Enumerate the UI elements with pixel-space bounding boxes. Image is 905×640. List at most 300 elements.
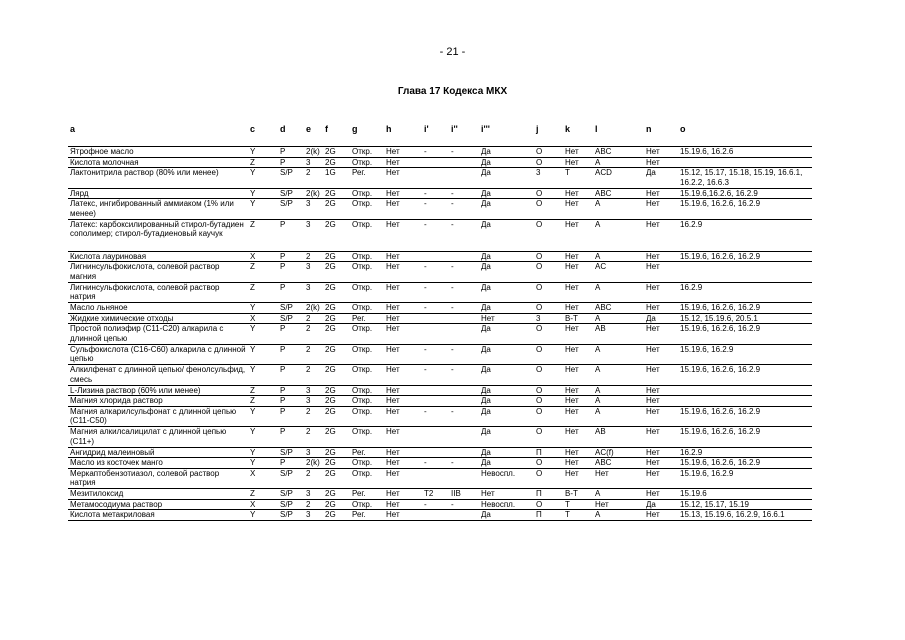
cell-c: Y bbox=[250, 458, 256, 467]
cell-c: X bbox=[250, 468, 256, 478]
cell-l: Нет bbox=[595, 468, 609, 478]
cell-i1: - bbox=[424, 147, 427, 156]
cell-g: Откр. bbox=[352, 303, 373, 312]
cell-c: X bbox=[250, 251, 256, 261]
cell-e: 2(k) bbox=[306, 188, 320, 198]
cell-a: Лигнинсульфокислота, солевой раствор натрия bbox=[70, 282, 220, 301]
cell-h: Нет bbox=[386, 262, 400, 271]
cell-i2: - bbox=[451, 365, 454, 374]
cell-i1: - bbox=[424, 188, 427, 198]
cell-d: P bbox=[280, 458, 286, 467]
cell-e: 2 bbox=[306, 499, 311, 509]
column-header-o: o bbox=[680, 124, 686, 134]
cell-n: Нет bbox=[646, 188, 660, 198]
cell-o: 15.19.6, 16.2.6, 16.2.9 bbox=[680, 458, 761, 467]
cell-o: 15.19.6 bbox=[680, 489, 707, 498]
cell-k: Нет bbox=[565, 188, 579, 198]
cell-h: Нет bbox=[386, 468, 400, 478]
cell-e: 2 bbox=[306, 365, 311, 374]
cell-d: S/P bbox=[280, 447, 293, 457]
cell-g: Откр. bbox=[352, 282, 373, 292]
cell-f: 2G bbox=[325, 147, 336, 156]
cell-e: 2 bbox=[306, 344, 311, 354]
table-row bbox=[68, 220, 812, 252]
cell-k: B-T bbox=[565, 313, 578, 323]
cell-i1: - bbox=[424, 365, 427, 374]
cell-n: Нет bbox=[646, 251, 660, 261]
cell-c: Z bbox=[250, 282, 255, 292]
cell-e: 3 bbox=[306, 447, 311, 457]
column-header-g: g bbox=[352, 124, 358, 134]
cell-c: Z bbox=[250, 396, 255, 405]
cell-g: Откр. bbox=[352, 157, 373, 167]
cell-h: Нет bbox=[386, 188, 400, 198]
cell-n: Нет bbox=[646, 510, 660, 519]
cell-k: Нет bbox=[565, 344, 579, 354]
cell-l: AC(f) bbox=[595, 447, 614, 457]
cell-k: T bbox=[565, 499, 570, 509]
cell-e: 3 bbox=[306, 262, 311, 271]
cell-f: 2G bbox=[325, 406, 336, 416]
cell-d: S/P bbox=[280, 168, 293, 177]
cell-h: Нет bbox=[386, 324, 400, 333]
cell-h: Нет bbox=[386, 489, 400, 498]
cell-f: 1G bbox=[325, 168, 336, 177]
cell-h: Нет bbox=[386, 447, 400, 457]
cell-a: Алкилфенат с длинной цепью/ фенолсульфид, смесь bbox=[70, 365, 246, 384]
cell-j: O bbox=[536, 324, 543, 333]
cell-k: Нет bbox=[565, 385, 579, 395]
cell-f: 2G bbox=[325, 303, 336, 312]
cell-c: Y bbox=[250, 447, 256, 457]
cell-f: 2G bbox=[325, 219, 336, 229]
cell-a: Кислота молочная bbox=[70, 157, 139, 167]
cell-i3: Да bbox=[481, 303, 491, 312]
cell-c: Y bbox=[250, 199, 256, 208]
cell-i2: - bbox=[451, 199, 454, 208]
cell-l: ABC bbox=[595, 303, 612, 312]
cell-c: Z bbox=[250, 489, 255, 498]
cell-g: Рег. bbox=[352, 168, 366, 177]
cell-k: Нет bbox=[565, 219, 579, 229]
column-header-f: f bbox=[325, 124, 328, 134]
cell-j: O bbox=[536, 458, 543, 467]
cell-l: A bbox=[595, 157, 601, 167]
cell-d: P bbox=[280, 344, 286, 354]
cell-a: Магния хлорида раствор bbox=[70, 396, 163, 405]
cell-n: Да bbox=[646, 168, 656, 177]
cell-k: Нет bbox=[565, 427, 579, 436]
cell-h: Нет bbox=[386, 251, 400, 261]
cell-h: Нет bbox=[386, 510, 400, 519]
cell-f: 2G bbox=[325, 489, 336, 498]
cell-l: A bbox=[595, 489, 601, 498]
cell-a: Кислота метакриловая bbox=[70, 510, 155, 519]
cell-i2: - bbox=[451, 344, 454, 354]
cell-j: П bbox=[536, 447, 542, 457]
cell-a: Масло из косточек манго bbox=[70, 458, 163, 467]
column-header-i2: i'' bbox=[451, 124, 458, 134]
cell-i3: Да bbox=[481, 427, 491, 436]
cell-h: Нет bbox=[386, 282, 400, 292]
cell-g: Откр. bbox=[352, 499, 373, 509]
cell-i3: Да bbox=[481, 147, 491, 156]
cell-j: O bbox=[536, 365, 543, 374]
cell-j: O bbox=[536, 199, 543, 208]
cell-k: Нет bbox=[565, 251, 579, 261]
table-row bbox=[68, 427, 812, 448]
cell-e: 3 bbox=[306, 385, 311, 395]
cell-d: P bbox=[280, 251, 286, 261]
column-header-k: k bbox=[565, 124, 571, 134]
cell-l: AB bbox=[595, 324, 606, 333]
cell-k: T bbox=[565, 510, 570, 519]
cell-j: O bbox=[536, 396, 543, 405]
column-header-i3: i''' bbox=[481, 124, 490, 134]
cell-c: Z bbox=[250, 157, 255, 167]
cell-i3: Да bbox=[481, 168, 491, 177]
cell-k: Нет bbox=[565, 468, 579, 478]
cell-i3: Да bbox=[481, 385, 491, 395]
cell-g: Рег. bbox=[352, 447, 366, 457]
cell-h: Нет bbox=[386, 157, 400, 167]
cell-i3: Да bbox=[481, 447, 491, 457]
cell-f: 2G bbox=[325, 499, 336, 509]
table-row bbox=[68, 489, 812, 500]
cell-j: O bbox=[536, 468, 543, 478]
cell-e: 2(k) bbox=[306, 303, 320, 312]
cell-l: A bbox=[595, 396, 601, 405]
cell-a: L-Лизина раствор (60% или менее) bbox=[70, 385, 201, 395]
cell-i3: Да bbox=[481, 344, 491, 354]
cell-k: T bbox=[565, 168, 570, 177]
cell-i3: Да bbox=[481, 199, 491, 208]
cell-a: Лярд bbox=[70, 188, 89, 198]
cell-j: O bbox=[536, 282, 543, 292]
cell-l: A bbox=[595, 365, 601, 374]
cell-a: Латекс, ингибированный аммиаком (1% или менее) bbox=[70, 199, 234, 218]
cell-n: Нет bbox=[646, 385, 660, 395]
cell-l: A bbox=[595, 344, 601, 354]
column-header-d: d bbox=[280, 124, 286, 134]
cell-n: Да bbox=[646, 499, 656, 509]
column-header-e: e bbox=[306, 124, 312, 134]
cell-a: Кислота лауриновая bbox=[70, 251, 147, 261]
cell-l: A bbox=[595, 219, 601, 229]
cell-i1: - bbox=[424, 458, 427, 467]
cell-k: Нет bbox=[565, 447, 579, 457]
table-row bbox=[68, 396, 812, 407]
cell-g: Откр. bbox=[352, 385, 373, 395]
table-row bbox=[68, 314, 812, 325]
cell-l: A bbox=[595, 385, 601, 395]
table-row bbox=[68, 458, 812, 469]
cell-h: Нет bbox=[386, 344, 400, 354]
cell-i2: - bbox=[451, 147, 454, 156]
cell-j: O bbox=[536, 219, 543, 229]
cell-o: 15.19.6, 16.2.6, 16.2.9 bbox=[680, 427, 761, 436]
cell-g: Рег. bbox=[352, 489, 366, 498]
cell-o: 16.2.9 bbox=[680, 447, 703, 457]
cell-d: S/P bbox=[280, 510, 293, 519]
column-header-a: a bbox=[70, 124, 76, 134]
table-row bbox=[68, 448, 812, 459]
cell-a: Меркаптобензотиазол, солевой раствор натрия bbox=[70, 468, 220, 487]
cell-d: P bbox=[280, 324, 286, 333]
cell-l: AC bbox=[595, 262, 607, 271]
cell-o: 15.19.6,16.2.6, 16.2.9 bbox=[680, 188, 758, 198]
cell-e: 3 bbox=[306, 510, 311, 519]
cell-i3: Да bbox=[481, 365, 491, 374]
cell-a: Магния алкарилсульфонат с длинной цепью (C11-C50) bbox=[70, 406, 237, 425]
cell-c: Z bbox=[250, 385, 255, 395]
cell-e: 3 bbox=[306, 489, 311, 498]
cell-c: Y bbox=[250, 365, 256, 374]
cell-i3: Да bbox=[481, 157, 491, 167]
cell-l: A bbox=[595, 199, 601, 208]
cell-o: 15.19.6, 16.2.6, 16.2.9 bbox=[680, 199, 761, 208]
table-row bbox=[68, 324, 812, 345]
cell-o: 15.19.6, 16.2.6, 16.2.9 bbox=[680, 303, 761, 312]
cell-e: 3 bbox=[306, 219, 311, 229]
cell-d: P bbox=[280, 365, 286, 374]
page-number: - 21 - bbox=[439, 46, 466, 58]
table-row bbox=[68, 147, 812, 158]
cell-j: 3 bbox=[536, 168, 541, 177]
cell-c: X bbox=[250, 313, 256, 323]
cell-o: 15.12, 15.19.6, 20.5.1 bbox=[680, 313, 758, 323]
cell-i1: - bbox=[424, 303, 427, 312]
cell-c: Y bbox=[250, 427, 256, 436]
cell-o: 15.19.6, 16.2.6, 16.2.9 bbox=[680, 406, 761, 416]
cell-o: 15.19.6, 16.2.6, 16.2.9 bbox=[680, 324, 761, 333]
cell-n: Нет bbox=[646, 468, 660, 478]
cell-n: Нет bbox=[646, 324, 660, 333]
cell-c: Y bbox=[250, 303, 256, 312]
cell-e: 3 bbox=[306, 199, 311, 208]
cell-g: Откр. bbox=[352, 344, 373, 354]
cell-d: P bbox=[280, 282, 286, 292]
cell-i1: - bbox=[424, 344, 427, 354]
cell-f: 2G bbox=[325, 458, 336, 467]
cell-n: Нет bbox=[646, 489, 660, 498]
cell-i3: Да bbox=[481, 282, 491, 292]
cell-h: Нет bbox=[386, 199, 400, 208]
column-header-i1: i' bbox=[424, 124, 429, 134]
cell-n: Нет bbox=[646, 303, 660, 312]
cell-g: Рег. bbox=[352, 510, 366, 519]
cell-i3: Да bbox=[481, 458, 491, 467]
cell-k: Нет bbox=[565, 199, 579, 208]
cell-i3: Да bbox=[481, 262, 491, 271]
cell-e: 2 bbox=[306, 324, 311, 333]
cell-a: Масло льняное bbox=[70, 303, 128, 312]
cell-f: 2G bbox=[325, 188, 336, 198]
cell-d: S/P bbox=[280, 489, 293, 498]
cell-i2: - bbox=[451, 262, 454, 271]
cell-o: 15.19.6, 16.2.6, 16.2.9 bbox=[680, 251, 761, 261]
cell-f: 2G bbox=[325, 157, 336, 167]
cell-f: 2G bbox=[325, 385, 336, 395]
cell-j: O bbox=[536, 499, 543, 509]
cell-d: S/P bbox=[280, 188, 293, 198]
cell-o: 15.19.6, 16.2.9 bbox=[680, 344, 734, 354]
cell-g: Рег. bbox=[352, 313, 366, 323]
table-row bbox=[68, 510, 812, 521]
cell-i2: - bbox=[451, 458, 454, 467]
cell-a: Метамосодиума раствор bbox=[70, 499, 163, 509]
cell-h: Нет bbox=[386, 427, 400, 436]
cell-f: 2G bbox=[325, 262, 336, 271]
cell-i3: Невоспл. bbox=[481, 468, 516, 478]
cell-e: 2 bbox=[306, 406, 311, 416]
table-row bbox=[68, 407, 812, 428]
cell-f: 2G bbox=[325, 468, 336, 478]
cell-g: Откр. bbox=[352, 458, 373, 467]
cell-g: Откр. bbox=[352, 365, 373, 374]
cell-n: Нет bbox=[646, 447, 660, 457]
cell-l: ABC bbox=[595, 147, 612, 156]
cell-j: O bbox=[536, 262, 543, 271]
cell-g: Откр. bbox=[352, 396, 373, 405]
cell-c: Y bbox=[250, 147, 256, 156]
cell-i2: - bbox=[451, 282, 454, 292]
cell-h: Нет bbox=[386, 147, 400, 156]
cell-i1: T2 bbox=[424, 489, 434, 498]
table-row bbox=[68, 283, 812, 304]
cell-n: Нет bbox=[646, 157, 660, 167]
cell-f: 2G bbox=[325, 365, 336, 374]
cell-k: Нет bbox=[565, 458, 579, 467]
cell-o: 16.2.9 bbox=[680, 282, 703, 292]
cell-f: 2G bbox=[325, 199, 336, 208]
cell-i1: - bbox=[424, 219, 427, 229]
cell-o: 15.19.6, 16.2.6 bbox=[680, 147, 734, 156]
cell-k: B-T bbox=[565, 489, 578, 498]
cell-l: A bbox=[595, 406, 601, 416]
table-row bbox=[68, 168, 812, 189]
cell-k: Нет bbox=[565, 262, 579, 271]
cell-n: Нет bbox=[646, 344, 660, 354]
cell-l: A bbox=[595, 282, 601, 292]
cell-j: O bbox=[536, 157, 543, 167]
cell-f: 2G bbox=[325, 251, 336, 261]
cell-l: A bbox=[595, 313, 601, 323]
cell-d: S/P bbox=[280, 303, 293, 312]
cell-d: P bbox=[280, 147, 286, 156]
cell-l: ACD bbox=[595, 168, 612, 177]
cell-n: Да bbox=[646, 313, 656, 323]
cell-h: Нет bbox=[386, 458, 400, 467]
table-row bbox=[68, 365, 812, 386]
column-header-l: l bbox=[595, 124, 598, 134]
cell-c: X bbox=[250, 499, 256, 509]
cell-a: Ятрофное масло bbox=[70, 147, 134, 156]
cell-c: Y bbox=[250, 188, 256, 198]
cell-j: П bbox=[536, 489, 542, 498]
cell-c: Z bbox=[250, 262, 255, 271]
cell-j: O bbox=[536, 344, 543, 354]
cell-c: Y bbox=[250, 510, 256, 519]
cell-k: Нет bbox=[565, 282, 579, 292]
cell-n: Нет bbox=[646, 147, 660, 156]
cell-c: Y bbox=[250, 406, 256, 416]
cell-g: Откр. bbox=[352, 251, 373, 261]
cell-i2: - bbox=[451, 219, 454, 229]
cell-n: Нет bbox=[646, 199, 660, 208]
cell-l: ABC bbox=[595, 458, 612, 467]
cell-o: 16.2.9 bbox=[680, 219, 703, 229]
column-header-j: j bbox=[536, 124, 539, 134]
cell-n: Нет bbox=[646, 219, 660, 229]
cell-g: Откр. bbox=[352, 219, 373, 229]
cell-a: Лигнинсульфокислота, солевой раствор магния bbox=[70, 262, 220, 281]
cell-j: O bbox=[536, 385, 543, 395]
cell-c: Y bbox=[250, 168, 256, 177]
cell-f: 2G bbox=[325, 313, 336, 323]
cell-h: Нет bbox=[386, 313, 400, 323]
cell-f: 2G bbox=[325, 427, 336, 436]
cell-c: Y bbox=[250, 344, 256, 354]
cell-k: Нет bbox=[565, 324, 579, 333]
cell-j: O bbox=[536, 188, 543, 198]
cell-j: П bbox=[536, 510, 542, 519]
cell-g: Откр. bbox=[352, 427, 373, 436]
cell-i3: Да bbox=[481, 188, 491, 198]
cell-l: A bbox=[595, 251, 601, 261]
cell-a: Простой полиэфир (C11-C20) алкарила с длинной цепью bbox=[70, 324, 224, 343]
table-row bbox=[68, 303, 812, 314]
cell-i2: - bbox=[451, 188, 454, 198]
cell-i1: - bbox=[424, 199, 427, 208]
cell-g: Откр. bbox=[352, 147, 373, 156]
cell-d: P bbox=[280, 219, 286, 229]
cell-g: Откр. bbox=[352, 406, 373, 416]
table-row bbox=[68, 500, 812, 511]
cell-d: P bbox=[280, 262, 286, 271]
cell-n: Нет bbox=[646, 262, 660, 271]
cell-i3: Да bbox=[481, 251, 491, 261]
chapter-title: Глава 17 Кодекса МКХ bbox=[397, 86, 508, 97]
cell-k: Нет bbox=[565, 406, 579, 416]
cell-f: 2G bbox=[325, 344, 336, 354]
cell-h: Нет bbox=[386, 406, 400, 416]
cell-e: 2(k) bbox=[306, 458, 320, 467]
cell-d: P bbox=[280, 157, 286, 167]
cell-k: Нет bbox=[565, 157, 579, 167]
cell-k: Нет bbox=[565, 147, 579, 156]
table-row bbox=[68, 345, 812, 366]
cell-g: Откр. bbox=[352, 262, 373, 271]
cell-d: P bbox=[280, 385, 286, 395]
cell-o: 15.19.6, 16.2.6, 16.2.9 bbox=[680, 365, 761, 374]
column-header-c: c bbox=[250, 124, 256, 134]
cell-a: Лактонитрила раствор (80% или менее) bbox=[70, 168, 219, 177]
cell-h: Нет bbox=[386, 385, 400, 395]
cell-n: Нет bbox=[646, 282, 660, 292]
cell-j: O bbox=[536, 303, 543, 312]
cell-d: S/P bbox=[280, 199, 293, 208]
cell-e: 2 bbox=[306, 313, 311, 323]
cell-f: 2G bbox=[325, 282, 336, 292]
cell-n: Нет bbox=[646, 396, 660, 405]
cell-i3: Да bbox=[481, 406, 491, 416]
cell-e: 2 bbox=[306, 251, 311, 261]
cell-i1: - bbox=[424, 262, 427, 271]
cell-g: Откр. bbox=[352, 324, 373, 333]
substance-table bbox=[68, 147, 812, 521]
cell-i2: - bbox=[451, 406, 454, 416]
